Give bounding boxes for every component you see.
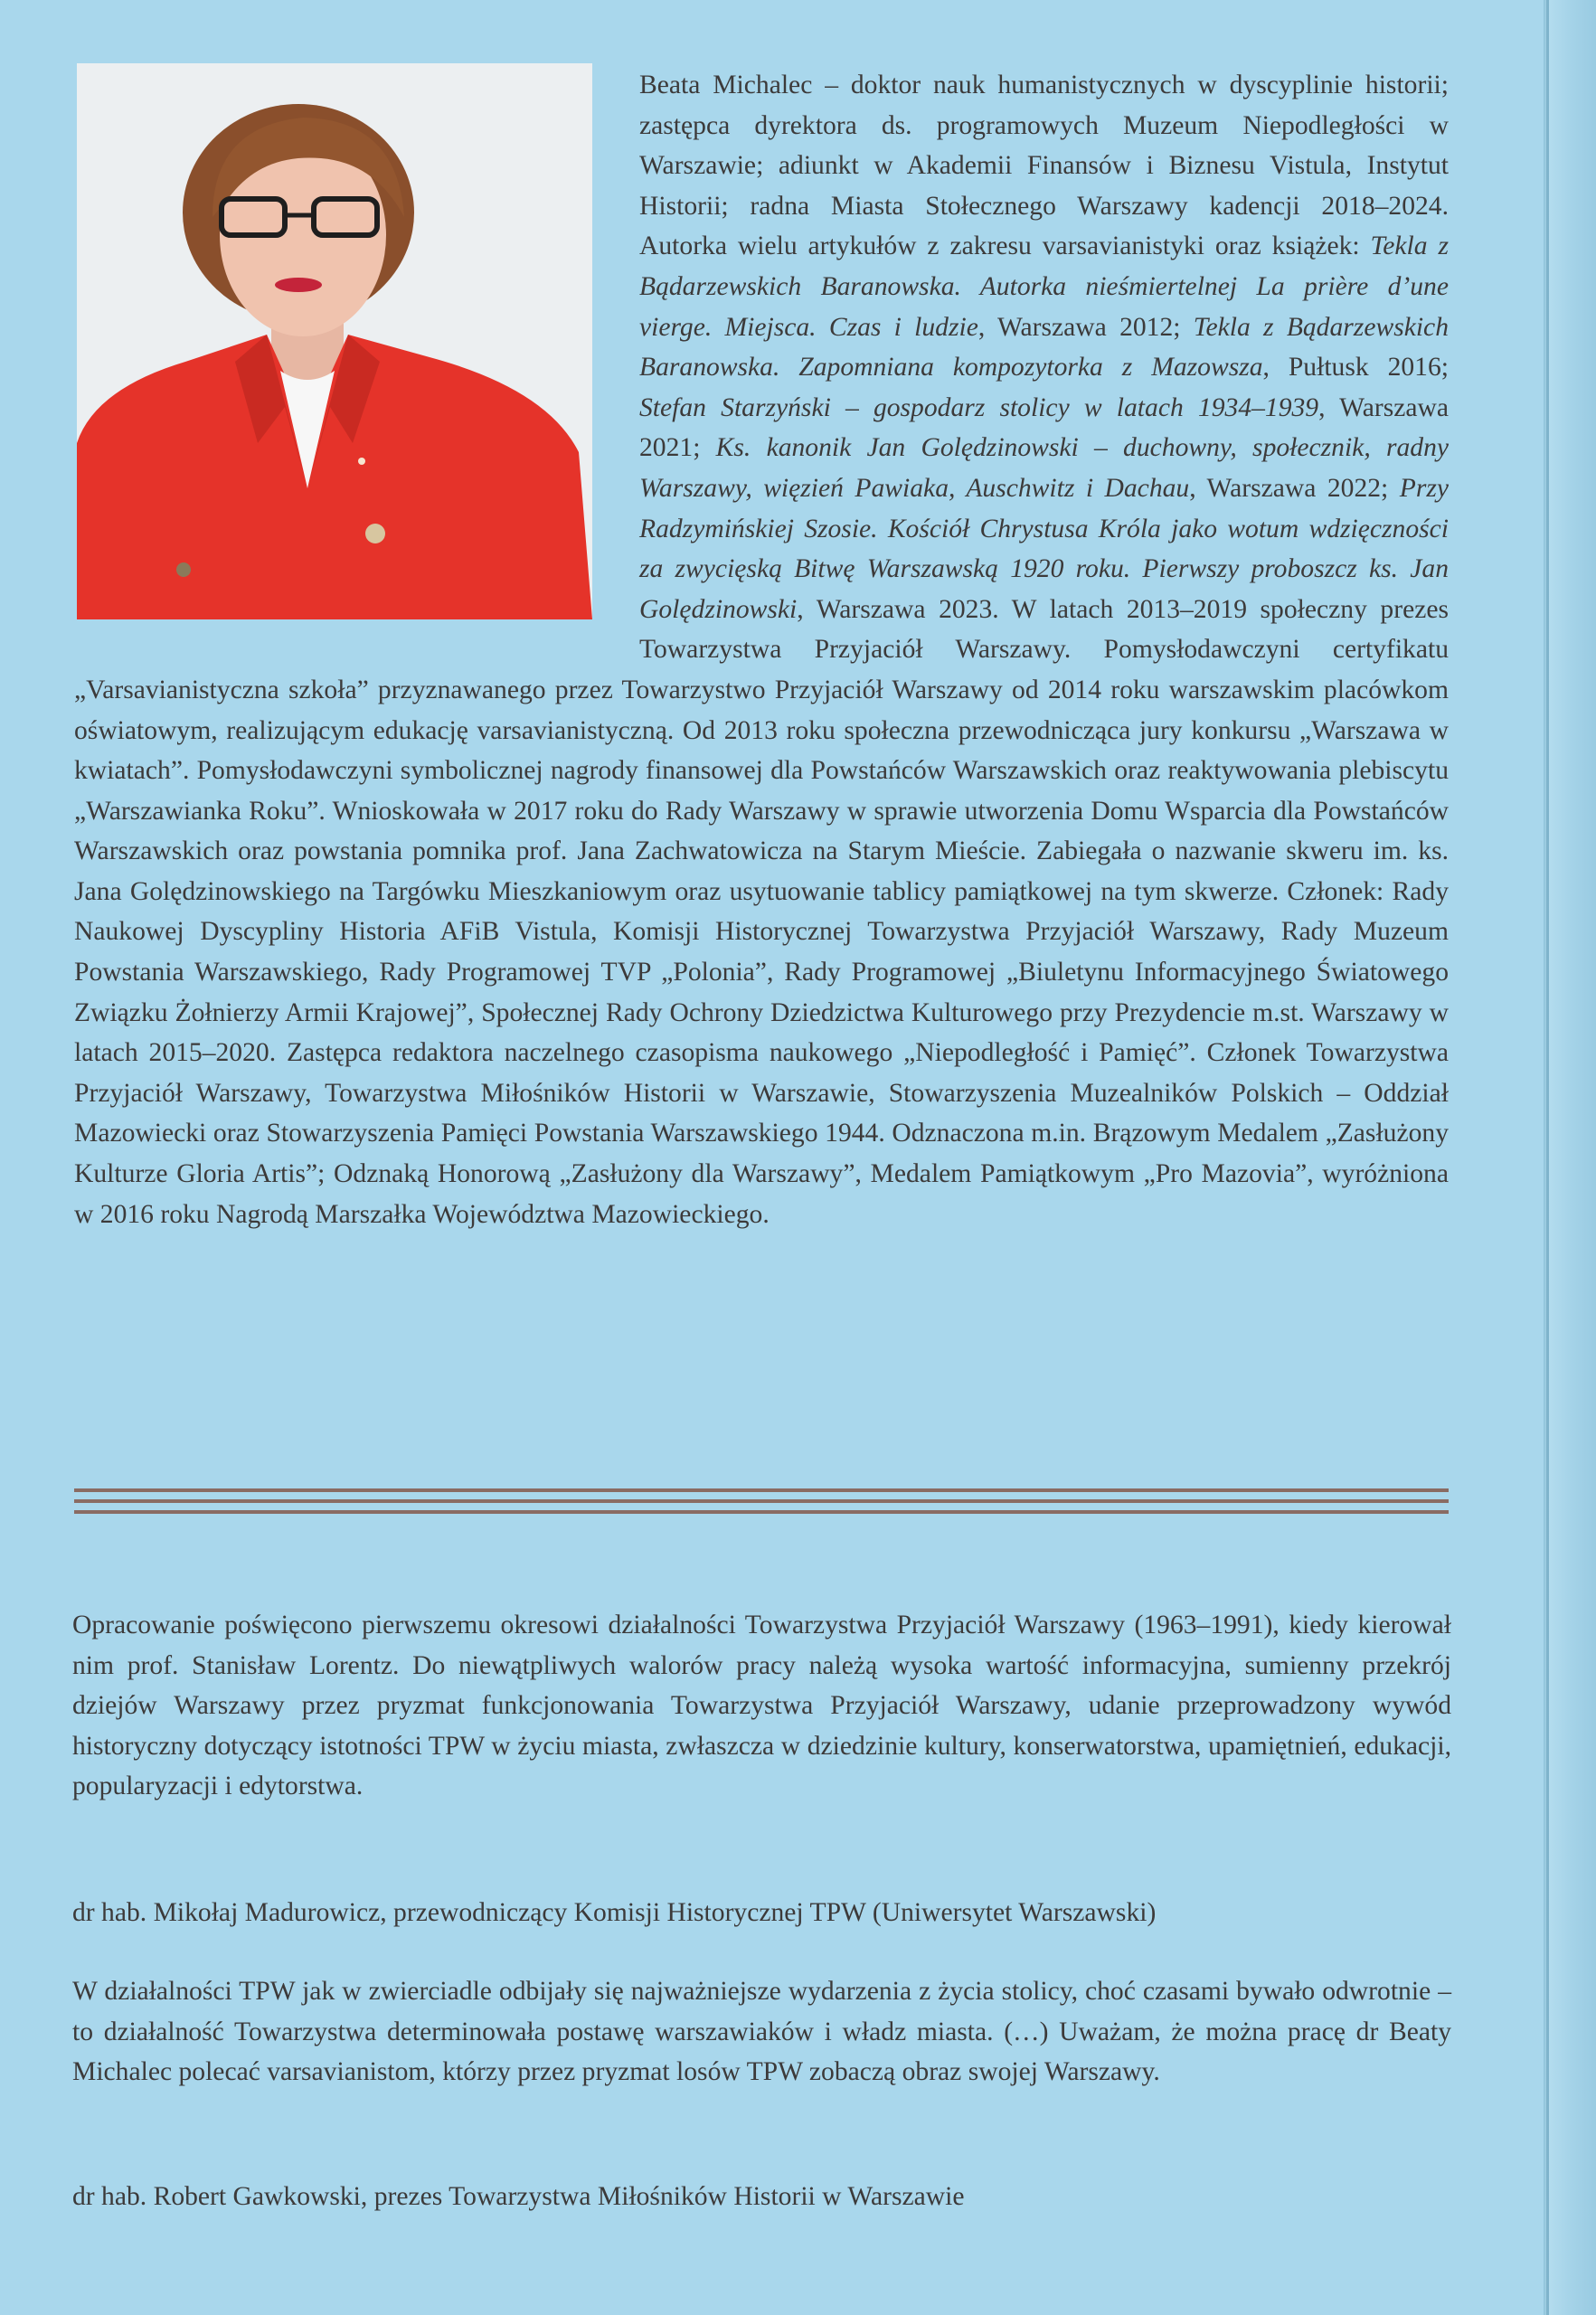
book-title: Stefan Starzyński – gospodarz stolicy w latach 1934–1939: [639, 392, 1319, 422]
book-title: Tekla z Bądarzewskich Baranowska. Autorka nieśmiertelnej La prière d’une vierge. Miejsca. Czas i ludzie: [639, 232, 1449, 342]
bio-text: , Warszawa 2023. W latach 2013–2019 społeczny prezes Towarzystwa Przyjaciół Warszawy. Pomysłodawczyni certyfikatu „Varsavianistyczna szkoła” przyznawanego przez Towarzystwo Przyjaciół Warszawy od 2014 roku warszawskim placówkom oświatowym, realizującym edukację varsavianistyczną. Od 2013 roku społeczna przewodnicząca jury konkursu „Warszawa w kwiatach”. Pomysłodawczyni symbolicznej nagrody finansowej dla Powstańców Warszawskich oraz reaktywowania plebiscytu „Warszawianka Roku”. Wnioskowała w 2017 roku do Rady Warszawy w sprawie utworzenia Domu Wsparcia dla Powstańców Warszawskich oraz powstania pomnika prof. Jana Zachwatowicza na Starym Mieście. Zabiegała o nazwanie skweru im. ks. Jana Golędzinowskiego na Targówku Mieszkaniowym oraz usytuowanie tablicy pamiątkowej na tym skwerze. Członek: Rady Naukowej Dyscypliny Historia AFiB Vistula, Komisji Historycznej Towarzystwa Przyjaciół Warszawy, Rady Muzeum Powstania Warszawskiego, Rady Programowej TVP „Polonia”, Rady Programowej „Biuletynu Informacyjnego Światowego Związku Żołnierzy Armii Krajowej”, Społecznej Rady Ochrony Dziedzictwa Kulturowego przy Prezydencie m.st. Warszawy w latach 2015–2020. Zastępca redaktora naczelnego czasopisma naukowego „Niepodległość i Pamięć”. Członek Towarzystwa Przyjaciół Warszawy, Towarzystwa Miłośników Historii w Warszawie, Stowarzyszenia Muzealników Polskich – Oddział Mazowiecki oraz Stowarzyszenia Pamięci Powstania Warszawskiego 1944. Odznaczona m.in. Brązowym Medalem „Zasłużony Kulturze Gloria Artis”; Odznaką Honorową „Zasłużony dla Warszawy”, Medalem Pamiątkowym „Pro Mazovia”, wyróżniona w 2016 roku Nagrodą Marszałka Województwa Mazowieckiego.: [74, 594, 1449, 1229]
bio-text: , Warszawa 2022;: [1189, 473, 1400, 503]
bio-text: , Warszawa 2012;: [977, 312, 1194, 342]
spine-edge: [1546, 0, 1549, 2315]
divider-line: [74, 1499, 1449, 1503]
review-author-1: dr hab. Mikołaj Madurowicz, przewodniczący Komisji Historycznej TPW (Uniwersytet Warszawski): [72, 1898, 1157, 1927]
divider-line: [74, 1510, 1449, 1514]
review-quote-1: Opracowanie poświęcono pierwszemu okresowi działalności Towarzystwa Przyjaciół Warszawy (1963–1991), kiedy kierował nim prof. Stanisław Lorentz. Do niewątpliwych walorów pracy należą wysoka wartość informacyjna, sumienny przekrój dziejów Warszawy przez pryzmat funkcjonowania Towarzystwa Przyjaciół Warszawy, udanie przeprowadzony wywód historyczny dotyczący istotności TPW w życiu miasta, zwłaszcza w dziedzinie kultury, konserwatorstwa, upamiętnień, edukacji, popularyzacji i edytorstwa.: [72, 1611, 1451, 1801]
bio-text: , Warszawa 2021;: [639, 392, 1449, 463]
book-title: Przy Radzymińskiej Szosie. Kościół Chrystusa Króla jako wotum wdzięczności za zwycięską Bitwę Warszawską 1920 roku. Pierwszy proboszcz ks. Jan Golędzinowski: [639, 473, 1449, 624]
review-quote-2: W działalności TPW jak w zwierciadle odbijały się najważniejsze wydarzenia z życia stolicy, choć czasami bywało odwrotnie – to działalność Towarzystwa determinowała postawę warszawiaków i władz miasta. (…) Uważam, że można pracę dr Beaty Michalec polecać varsavianistom, którzy przez pryzmat losów TPW zobaczą obraz swojej Warszawy.: [72, 1977, 1451, 2087]
bio-text: , Pułtusk 2016;: [1262, 353, 1449, 383]
book-spine: [1544, 0, 1596, 2315]
divider-line: [74, 1488, 1449, 1492]
decorative-divider: [74, 1488, 1449, 1521]
author-biography: [74, 65, 1449, 1234]
book-title: Ks. kanonik Jan Golędzinowski – duchowny, społecznik, radny Warszawy, więzień Pawiaka, Auschwitz i Dachau: [639, 433, 1450, 503]
bio-text: Beata Michalec – doktor nauk humanistycznych w dyscyplinie historii; zastępca dyrektora ds. programowych Muzeum Niepodległości w Warszawie; adiunkt w Akademii Finansów i Biznesu Vistula, Instytut Historii; radna Miasta Stołecznego Warszawy kadencji 2018–2024. Autorka wielu artykułów z zakresu varsavianistyki oraz książek:: [639, 71, 1449, 261]
photo-spacer: [74, 65, 639, 635]
review-author-2: dr hab. Robert Gawkowski, prezes Towarzystwa Miłośników Historii w Warszawie: [72, 2182, 965, 2211]
book-title: Tekla z Bądarzewskich Baranowska. Zapomniana kompozytorka z Mazowsza: [639, 312, 1449, 383]
